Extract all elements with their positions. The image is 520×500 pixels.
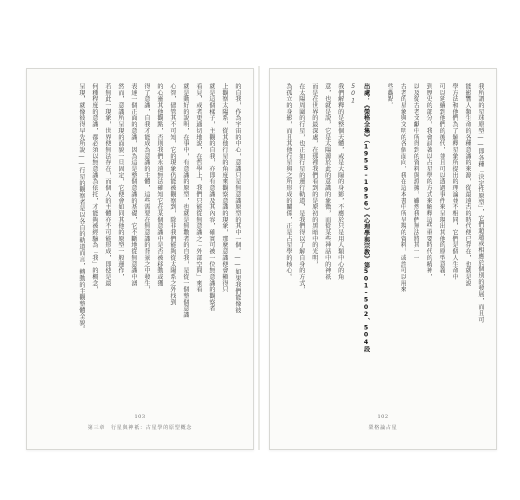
text-column: 而是在世界的最深處，在那裡我們看到的是原初的黑暗中的光明，: [310, 83, 318, 268]
text-column: 上觀察太陽系，從其他行星的角度來觀察意識的現象，那麼意識便會顯得只: [221, 83, 228, 293]
running-header: 第三章 行星與神祇：古星學的原型概念: [87, 425, 193, 431]
text-column: 心智，儘管其不可知，它的現象仍能被觀察到，除非我們能夠從太陽系之外找到: [169, 83, 176, 306]
paragraph-number: 501: [349, 83, 357, 105]
text-column: 古老的星象與文明的各個面向，我在這本書中所呈現的資料，或許可以用來: [399, 83, 407, 293]
text-column: 些觀點。: [386, 83, 394, 109]
text-column: 然而，意識所呈現的面貌一旦固定，它便會如同其他的原型一般運作，: [117, 83, 124, 280]
text-column: 看見，或者更適切地說，在哲學上，我們只能從無意識之「外部空間」來看: [195, 83, 202, 293]
text-column: 學方法和他們為了解釋星象所提出的理論並不相同，它們是個人生命中: [451, 83, 459, 280]
text-column: 何種程度的意識，都必須以無意識為依托，才能夠被經驗為「我」的概念，: [91, 83, 98, 293]
right-page-text: [284, 83, 484, 399]
left-page: [26, 68, 254, 450]
page-number: 102: [377, 414, 389, 420]
citation-heading: 出處：《榮格全集》（1955–1956）《心理學與宗教》第501–502、504段: [362, 83, 370, 353]
running-header: 榮格論占星: [368, 425, 398, 431]
text-column: 意，也就是說，它是太陽源於此的意識的象徵，而從某些神話中的神祇: [323, 83, 331, 280]
book-gutter: [258, 66, 260, 450]
text-column: 我們解釋的是整個天體，或是大陽的身影，不應於只是用人類中心的角: [336, 83, 344, 280]
text-column: 表達一個正面的意識，因為這是整個意識的基礎，它不斷地從無意識中湧: [130, 83, 137, 287]
right-page: [269, 68, 497, 450]
text-column: 的自我，作為宇宙的中心，意識只是無意識原型的其中一個。——如果我們能像彼: [234, 83, 241, 314]
right-page-footer: [270, 414, 496, 431]
text-column: 為孤立的身影，而且其他行星與之所形成的關係，正是占星學的核心。: [284, 83, 292, 280]
text-column: 在太陽周圍的行星，也正如行星的運行軌道，是我們得以了解自身的方式，: [297, 83, 305, 293]
text-column: 我所謂的星球原型——即各種「決定性原型」，它們超越或相應於個別的發展，而且可: [477, 83, 484, 323]
text-column: 就是這個樣子，主觀的自我，亦即有意識及其內容，確實可被一位無意識的觀察者: [208, 83, 215, 312]
text-column: 以及從古老文獻中所得到的資料與證據，雖然我們無法將其一一: [412, 83, 420, 261]
text-column: 呈現，就像彼得早先所說——行星的觀察者是以各自的軌道而言，轉動的主觀整體全貌。: [78, 83, 85, 333]
page-number: 103: [134, 414, 146, 420]
left-page-text: [43, 83, 241, 399]
text-column: 可以延續到他們的後代，並且可以透過事件來呈現出其他的原型意義，: [438, 83, 446, 280]
left-page-footer: [27, 414, 253, 431]
text-column: 的心靈其他觀點，否則我們永遠無法確知它在某個意識中是否被移動或獲: [156, 83, 163, 287]
text-column: 若無此一現象，世界便無法存在，而個人的主體亦不可能形成，即使是最: [104, 83, 111, 287]
text-column: 能影響人類生命的各種意識的來源，從最遠古的時代便已存在，也就是說: [464, 83, 472, 287]
text-column: 得了意識，自我才能成為意識的主體，這些需要在無意識的背景之中發生，: [143, 83, 150, 293]
text-column: 到歷史的部分，我會試著以占星學的方式來解釋這些重要時代的精神，: [425, 83, 433, 280]
column-spacer: [375, 83, 381, 397]
text-column: 就是動好的說明，在事中，有意識的原型，也就是無數者的自我，是從一個整個意識: [182, 83, 189, 318]
